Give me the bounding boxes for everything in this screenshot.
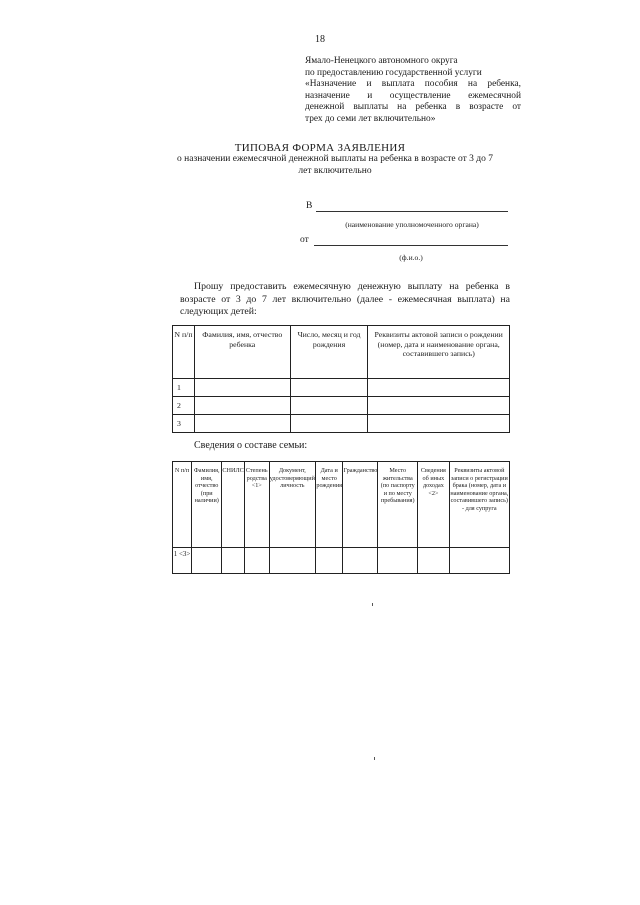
table-cell[interactable] — [449, 548, 509, 574]
table-cell[interactable] — [368, 379, 510, 397]
header-line: «Назначение и выплата пособия на ребенка, — [305, 79, 521, 90]
column-header: Дата и место рождения — [315, 462, 343, 548]
scan-speck — [374, 757, 375, 760]
header-line: трех до семи лет включительно» — [305, 113, 436, 124]
row-number: 3 — [173, 415, 195, 433]
column-header: Реквизиты актовой записи о регистрации брака (номер, дата и наименование органа, составившего запись) - для супруга — [449, 462, 509, 548]
page-number: 18 — [315, 34, 325, 45]
table-cell[interactable] — [378, 548, 418, 574]
applicant-name-caption: (ф.и.о.) — [399, 253, 423, 262]
column-header: Степень родства <1> — [244, 462, 269, 548]
table-header-row — [173, 326, 510, 379]
family-table — [172, 461, 510, 574]
header-line: денежной выплаты на ребенка в возрасте от — [305, 102, 521, 113]
table-row — [173, 415, 510, 433]
header-line: по предоставлению государственной услуги — [305, 67, 482, 78]
column-header: Сведения об иных доходах <2> — [418, 462, 450, 548]
table-cell[interactable] — [244, 548, 269, 574]
applicant-name-field[interactable] — [314, 245, 508, 246]
table-cell[interactable] — [222, 548, 244, 574]
table-cell[interactable] — [368, 415, 510, 433]
document-header — [305, 56, 521, 126]
form-subtitle-line: лет включительно — [298, 165, 372, 176]
column-header: N п/п — [173, 462, 192, 548]
column-header: Гражданство — [343, 462, 378, 548]
table-row — [173, 548, 510, 574]
column-header: Реквизиты актовой записи о рождении (номер, дата и наименование органа, составившего запись) — [368, 326, 510, 379]
column-header: Фамилия, имя, отчество (при наличии) — [192, 462, 222, 548]
to-prefix: В — [306, 201, 313, 211]
table-cell[interactable] — [343, 548, 378, 574]
table-cell[interactable] — [418, 548, 450, 574]
table-cell[interactable] — [290, 415, 368, 433]
authority-name-caption: (наименование уполномоченного органа) — [345, 220, 479, 229]
row-number: 1 <3> — [173, 548, 192, 574]
table-cell[interactable] — [194, 397, 290, 415]
form-subtitle — [170, 154, 500, 177]
request-line: возрасте от 3 до 7 лет включительно (далее - ежемесячная выплата) на — [180, 293, 510, 305]
table-header-row — [173, 462, 510, 548]
table-row — [173, 379, 510, 397]
table-cell[interactable] — [290, 379, 368, 397]
scan-speck — [372, 603, 373, 606]
table-row — [173, 397, 510, 415]
family-heading: Сведения о составе семьи: — [194, 440, 308, 451]
table-cell[interactable] — [368, 397, 510, 415]
row-number: 2 — [173, 397, 195, 415]
column-header: Место жительства (по паспорту и по месту пребывания) — [378, 462, 418, 548]
column-header: Фамилия, имя, отчество ребенка — [194, 326, 290, 379]
table-cell[interactable] — [290, 397, 368, 415]
form-title: ТИПОВАЯ ФОРМА ЗАЯВЛЕНИЯ — [234, 142, 406, 154]
from-prefix: от — [300, 235, 309, 245]
column-header: Документ, удостоверяющий личность — [269, 462, 315, 548]
table-cell[interactable] — [192, 548, 222, 574]
form-subtitle-line: о назначении ежемесячной денежной выплаты на ребенка в возрасте от 3 до 7 — [177, 154, 493, 164]
request-line: следующих детей: — [180, 306, 257, 318]
request-line: Прошу предоставить ежемесячную денежную выплату на ребенка в — [194, 281, 510, 292]
column-header: N п/п — [173, 326, 195, 379]
table-cell[interactable] — [269, 548, 315, 574]
request-paragraph — [180, 281, 510, 319]
header-line: назначение и осуществление ежемесячной — [305, 90, 521, 101]
children-table — [172, 325, 510, 433]
table-cell[interactable] — [315, 548, 343, 574]
row-number: 1 — [173, 379, 195, 397]
column-header: СНИЛС — [222, 462, 244, 548]
column-header: Число, месяц и год рождения — [290, 326, 368, 379]
authority-name-field[interactable] — [316, 211, 508, 212]
table-cell[interactable] — [194, 415, 290, 433]
header-line: Ямало-Ненецкого автономного округа — [305, 56, 458, 66]
table-cell[interactable] — [194, 379, 290, 397]
